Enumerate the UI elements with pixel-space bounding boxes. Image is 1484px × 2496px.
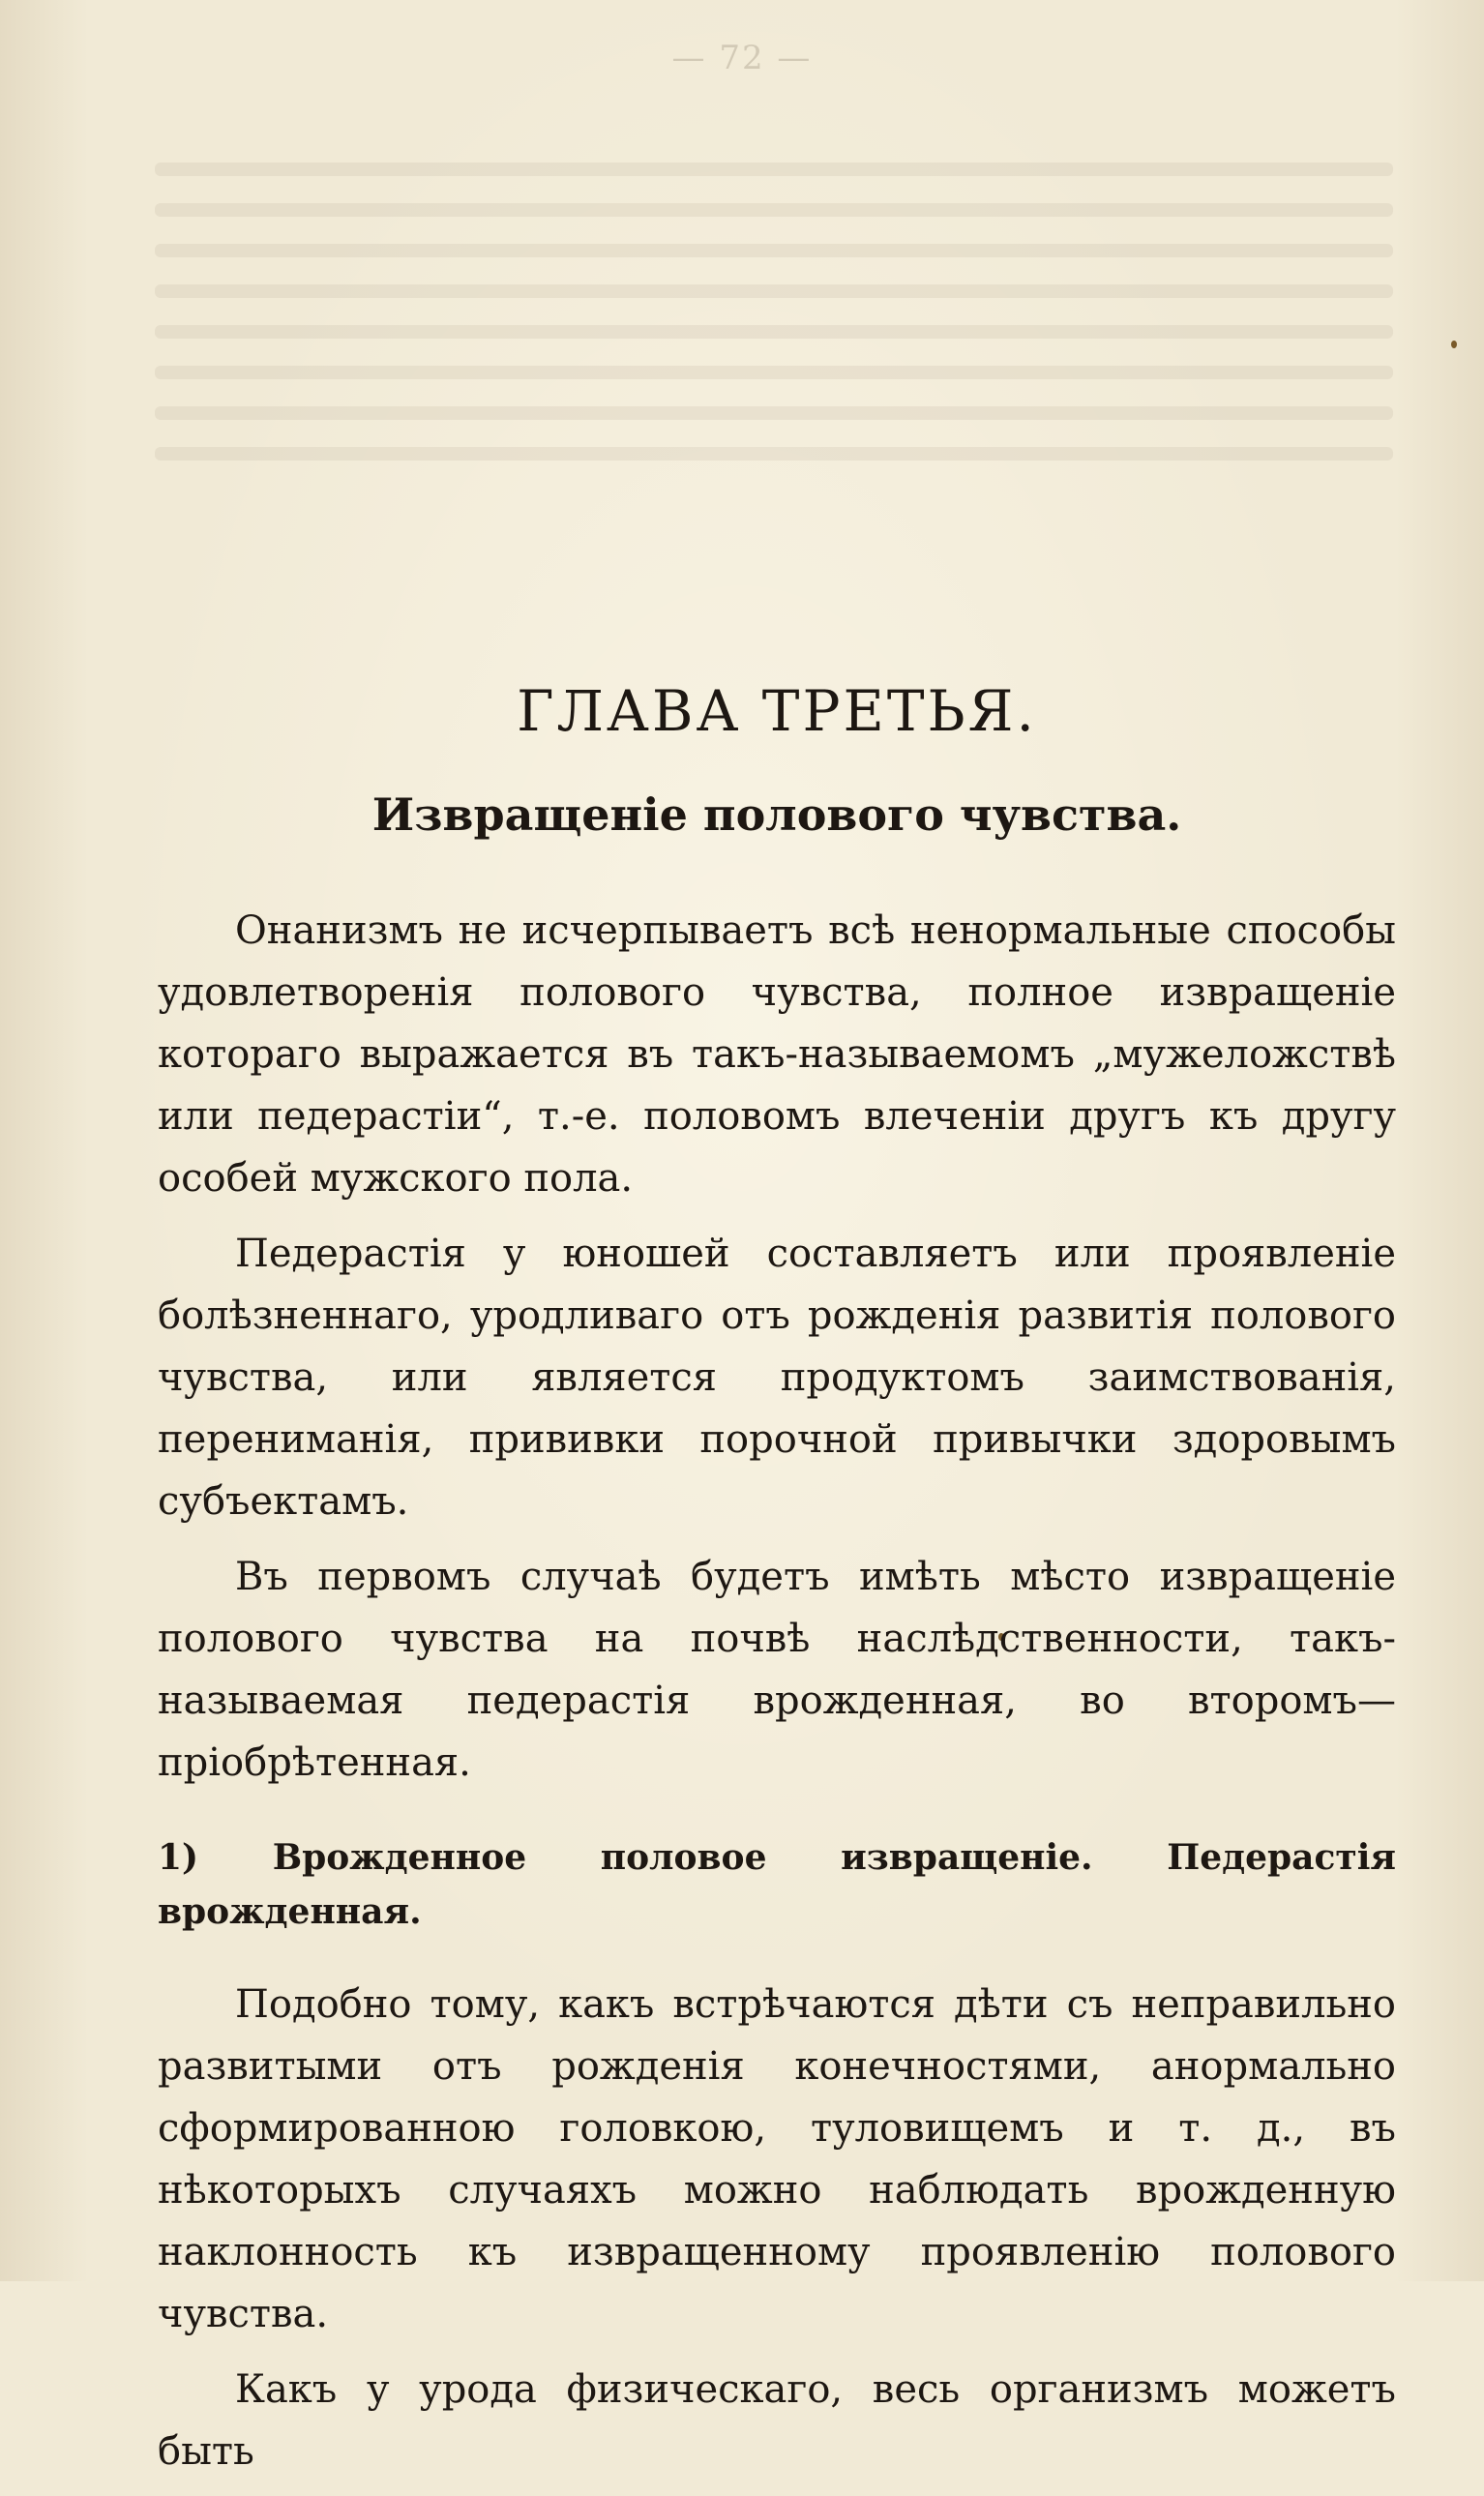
chapter-title: ГЛАВА ТРЕТЬЯ. <box>517 678 1037 744</box>
bleed-through-text <box>155 135 1393 461</box>
ink-speck <box>1451 341 1457 348</box>
page-content <box>158 677 1396 2496</box>
section-title: Извращеніе полового чувства. <box>371 788 1182 841</box>
paragraph: Онанизмъ не исчерпываетъ всѣ ненормальные способы удовлетворенія полового чувства, полное извращеніе котораго выражается въ такъ-называемомъ „мужеложствѣ или педерастіи“, т.-е. половомъ влеченіи другъ къ другу особей мужского пола. <box>158 908 1396 1201</box>
paragraph: Подобно тому, какъ встрѣчаются дѣти съ неправильно развитыми отъ рожденія конечностями, анормально сформированною головкою, туловищемъ и т. д., въ нѣкоторыхъ случаяхъ можно наблюдать врожденную наклонность къ извращенному проявленію полового чувства. <box>158 1982 1396 2336</box>
page-number: — 72 — <box>671 39 813 77</box>
subsection-heading: 1) Врожденное половое извращеніе. Педерастія врожденная. <box>158 1837 1396 1932</box>
paragraph: Какъ у урода физическаго, весь организмъ можетъ быть <box>158 2367 1396 2474</box>
paragraph: Въ первомъ случаѣ будетъ имѣть мѣсто извращеніе полового чувства на почвѣ наслѣдственности, такъ-называемая педерастія врожденная, во второмъ—пріобрѣтенная. <box>158 1555 1396 1785</box>
paragraph: Педерастія у юношей составляетъ или проявленіе болѣзненнаго, уродливаго отъ рожденія развитія полового чувства, или является продуктомъ заимствованія, перениманія, прививки порочной привычки здоровымъ субъектамъ. <box>158 1232 1396 1524</box>
